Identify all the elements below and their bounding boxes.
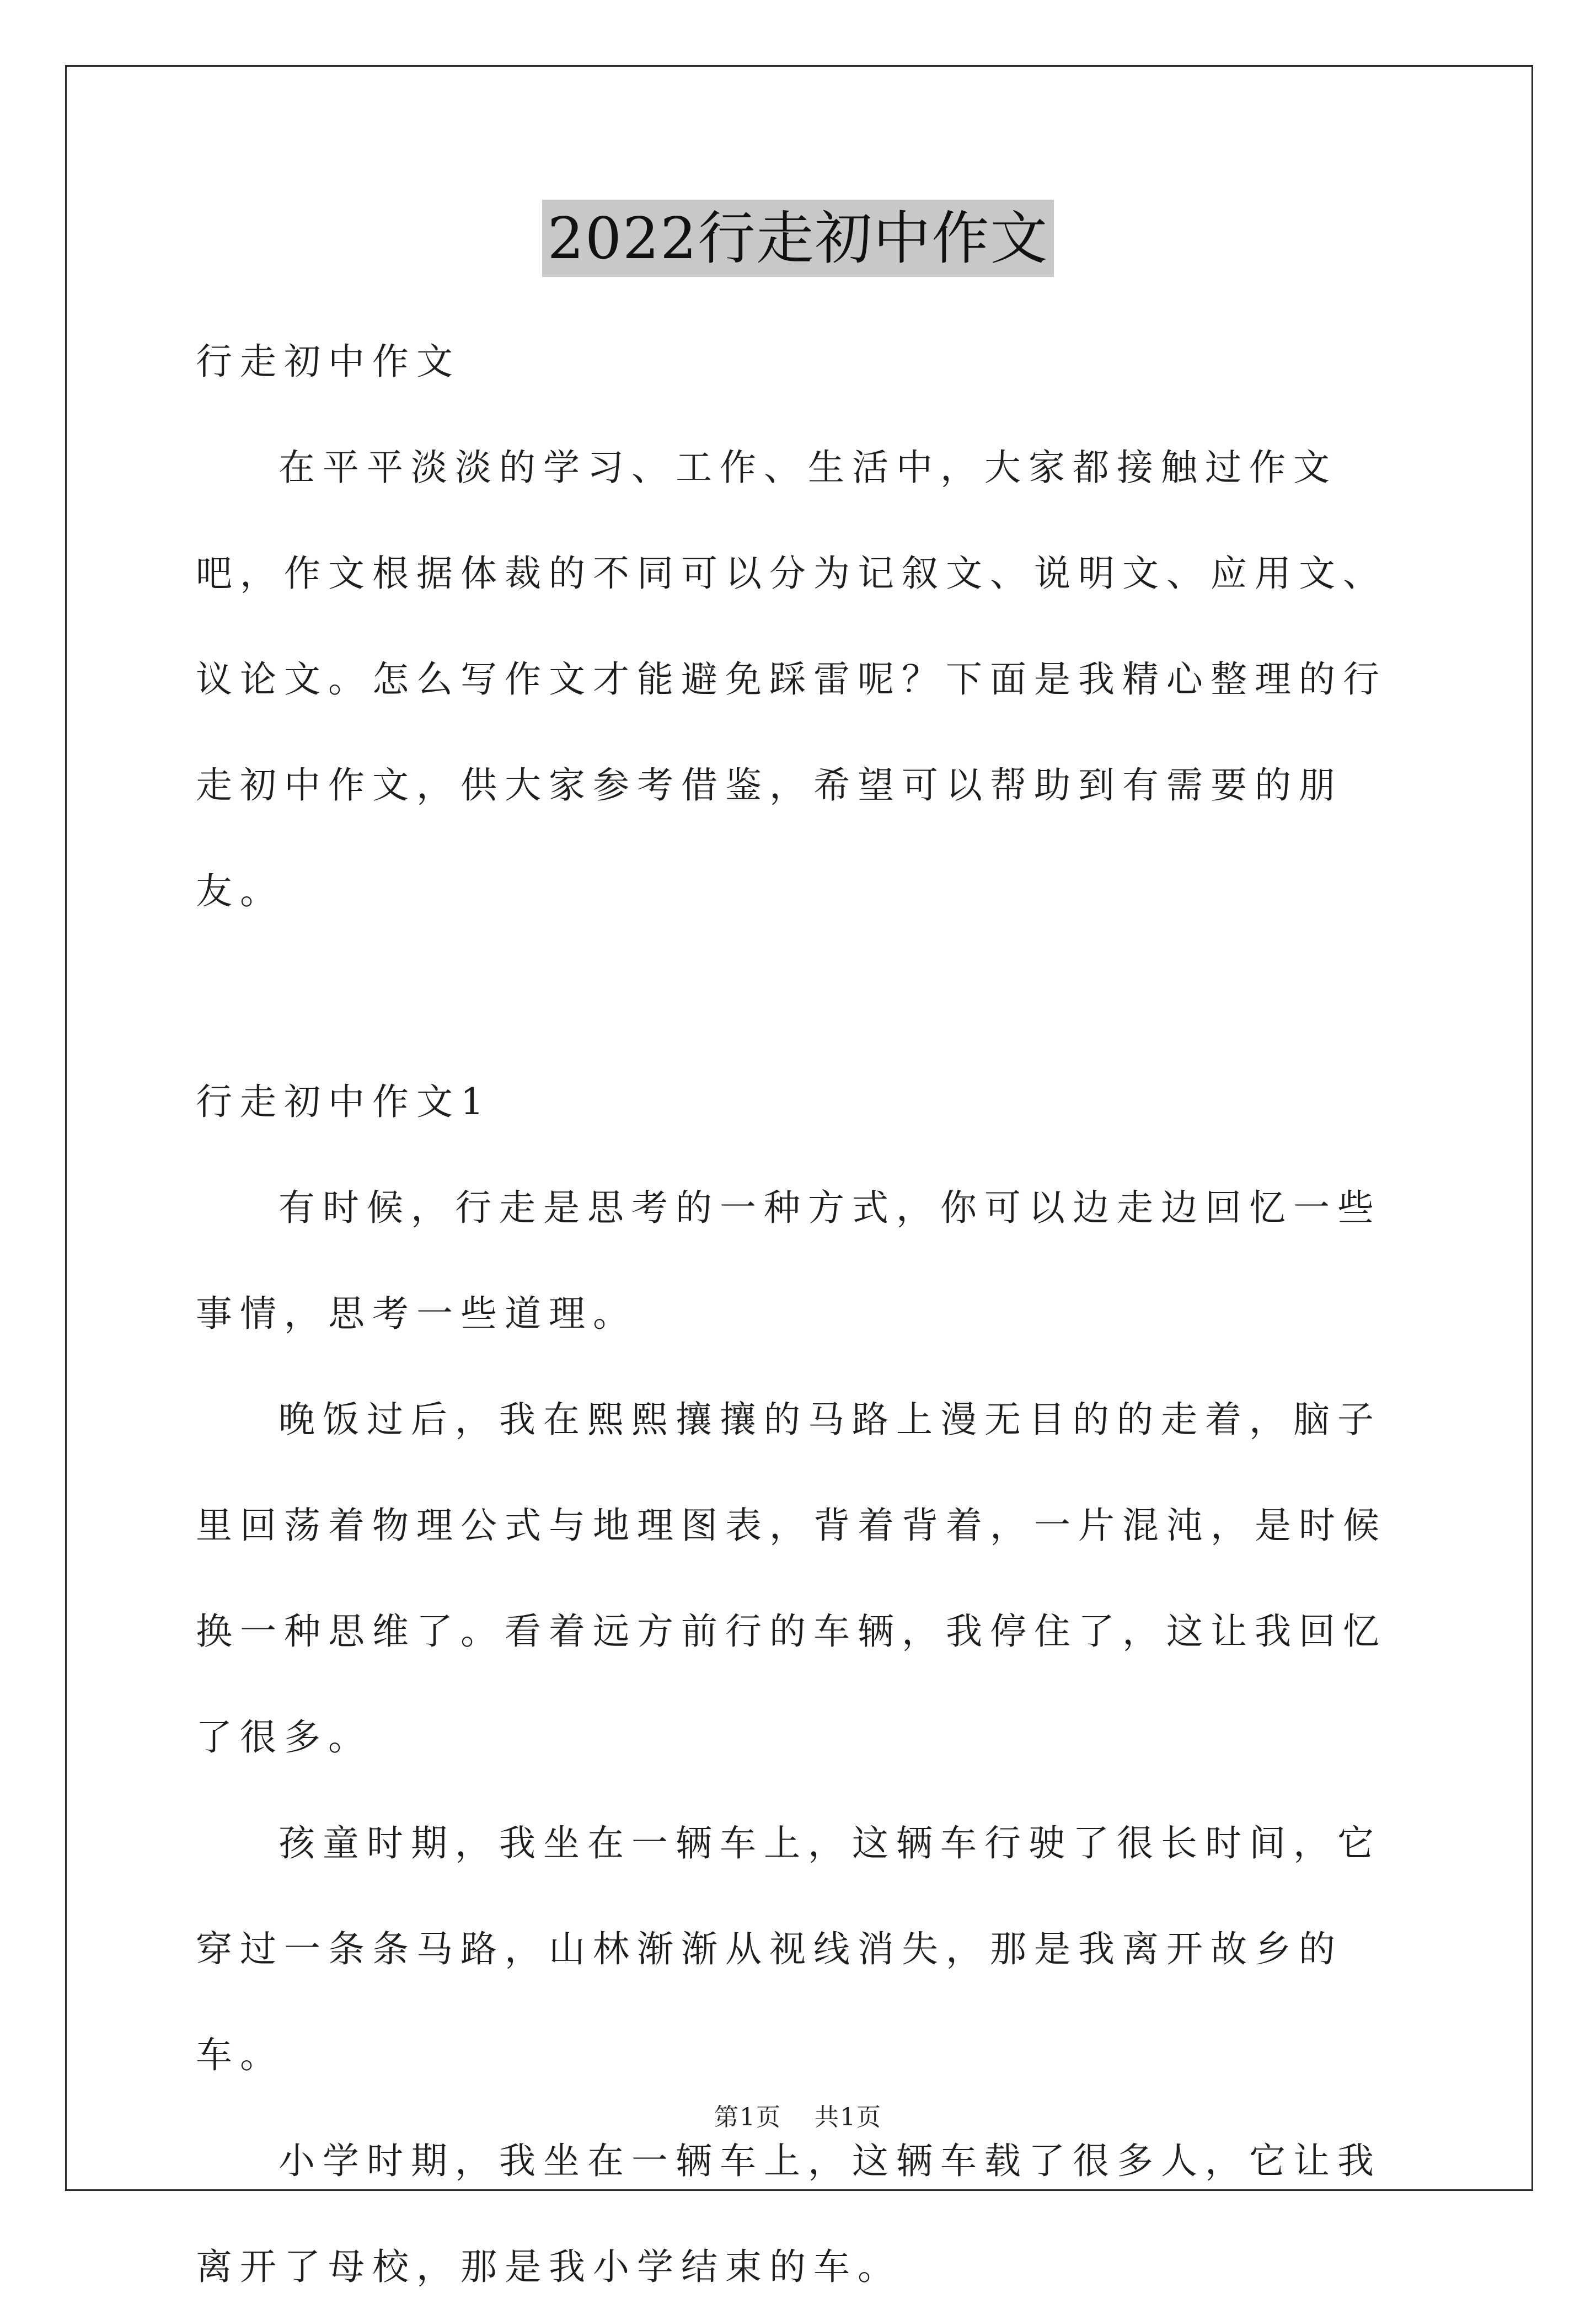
body-paragraph-4: 小学时期，我坐在一辆车上，这辆车载了很多人，它让我离开了母校，那是我小学结束的车。 [196, 2140, 1381, 2288]
page-number-total: 共1页 [815, 2103, 882, 2131]
body-paragraph-3: 孩童时期，我坐在一辆车上，这辆车行驶了很长时间，它穿过一条条马路，山林渐渐从视线消失，那是我离开故乡的车。 [196, 1822, 1381, 2076]
page-footer [0, 2097, 1596, 2132]
document-title [0, 200, 1596, 277]
intro-paragraph: 在平平淡淡的学习、工作、生活中，大家都接触过作文吧，作文根据体裁的不同可以分为记叙文、说明文、应用文、议论文。怎么写作文才能避免踩雷呢？下面是我精心整理的行走初中作文，供大家参考借鉴，希望可以帮助到有需要的朋友。 [196, 446, 1387, 912]
intro-heading: 行走初中作文 [196, 340, 460, 383]
document-title-text: 2022行走初中作文 [542, 200, 1054, 277]
body-paragraph-2: 晚饭过后，我在熙熙攘攘的马路上漫无目的的走着，脑子里回荡着物理公式与地理图表，背着背着，一片混沌，是时候换一种思维了。看着远方前行的车辆，我停住了，这让我回忆了很多。 [196, 1398, 1387, 1758]
page-number-current: 第1页 [714, 2103, 781, 2131]
section-heading: 行走初中作文1 [196, 1081, 491, 1123]
document-body [196, 309, 1409, 2320]
body-paragraph-1: 有时候，行走是思考的一种方式，你可以边走边回忆一些事情，思考一些道理。 [196, 1186, 1381, 1335]
